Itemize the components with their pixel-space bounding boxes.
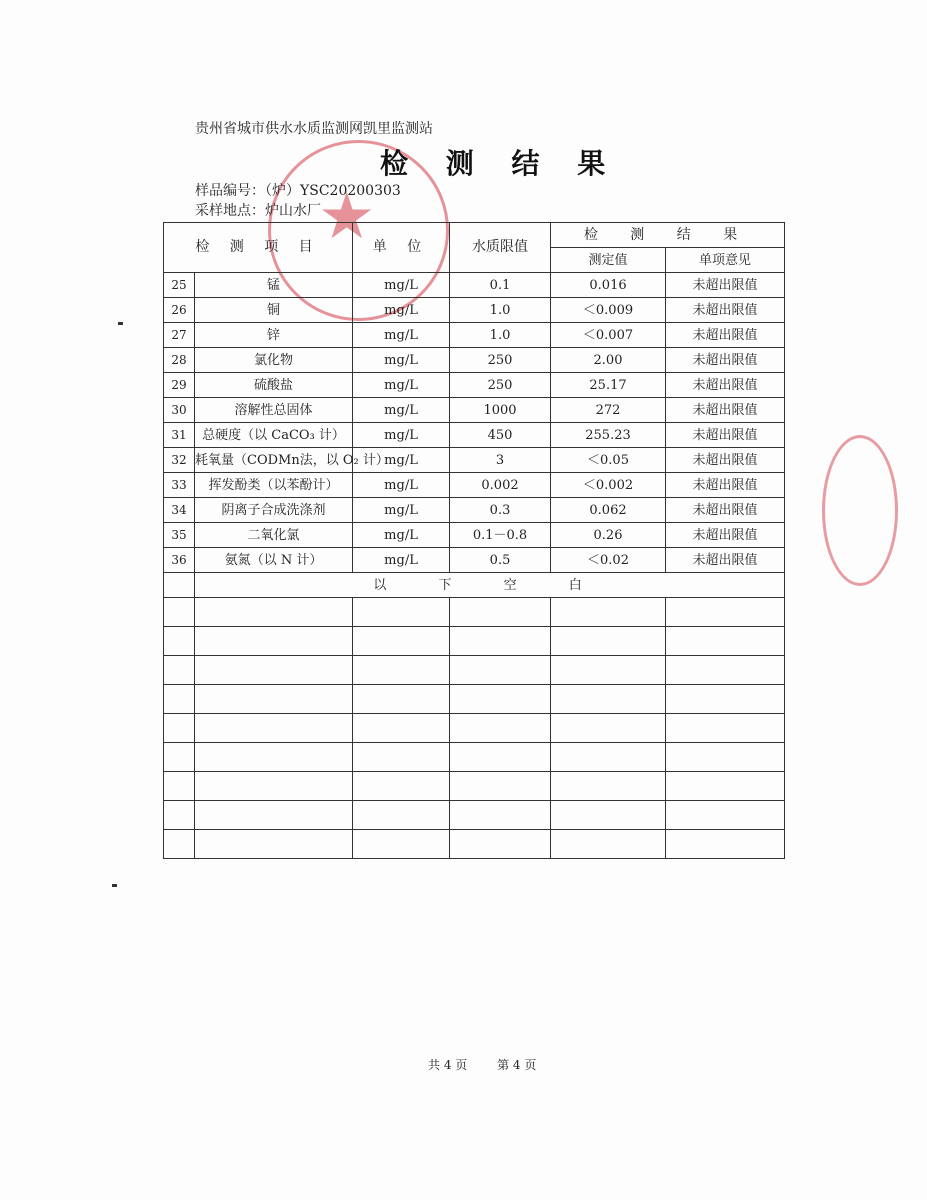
organization-name: 贵州省城市供水水质监测网凯里监测站 — [195, 121, 433, 137]
row-item: 耗氧量（CODMn法，以 O₂ 计） — [195, 448, 353, 473]
empty-cell — [353, 743, 450, 772]
empty-cell — [353, 801, 450, 830]
table-row — [164, 348, 785, 373]
row-number: 34 — [164, 498, 195, 523]
row-item: 总硬度（以 CaCO₃ 计） — [195, 423, 353, 448]
row-number: 28 — [164, 348, 195, 373]
row-number: 26 — [164, 298, 195, 323]
empty-cell — [551, 714, 666, 743]
empty-cell — [450, 772, 551, 801]
empty-cell — [353, 685, 450, 714]
empty-cell — [164, 714, 195, 743]
row-number: 31 — [164, 423, 195, 448]
row-unit: mg/L — [353, 298, 450, 323]
row-limit: 3 — [450, 448, 551, 473]
empty-cell — [551, 801, 666, 830]
row-number: 32 — [164, 448, 195, 473]
empty-cell — [164, 685, 195, 714]
row-number: 30 — [164, 398, 195, 423]
empty-cell — [353, 627, 450, 656]
row-value: 255.23 — [551, 423, 666, 448]
row-number: 33 — [164, 473, 195, 498]
empty-cell — [164, 801, 195, 830]
row-limit: 0.5 — [450, 548, 551, 573]
row-number: 35 — [164, 523, 195, 548]
row-opinion: 未超出限值 — [666, 323, 785, 348]
row-unit: mg/L — [353, 523, 450, 548]
row-value: 2.00 — [551, 348, 666, 373]
empty-cell — [551, 830, 666, 859]
row-opinion: 未超出限值 — [666, 398, 785, 423]
row-opinion: 未超出限值 — [666, 298, 785, 323]
empty-cell — [666, 656, 785, 685]
header-result: 检 测 结 果 — [551, 223, 785, 248]
empty-row — [164, 772, 785, 801]
row-limit: 0.002 — [450, 473, 551, 498]
row-limit: 250 — [450, 348, 551, 373]
empty-row — [164, 627, 785, 656]
empty-cell — [551, 656, 666, 685]
empty-cell — [164, 743, 195, 772]
header-item: 检 测 项 目 — [164, 223, 353, 273]
scan-mark — [118, 322, 123, 325]
blank-note-row — [164, 573, 785, 598]
row-item: 氨氮（以 N 计） — [195, 548, 353, 573]
row-item: 硫酸盐 — [195, 373, 353, 398]
blank-note: 以 下 空 白 — [195, 573, 785, 598]
empty-cell — [353, 772, 450, 801]
row-opinion: 未超出限值 — [666, 498, 785, 523]
empty-cell — [195, 714, 353, 743]
page-title: 检 测 结 果 — [380, 147, 620, 180]
empty-cell — [353, 598, 450, 627]
table-row — [164, 523, 785, 548]
empty-cell — [666, 801, 785, 830]
empty-cell — [450, 830, 551, 859]
row-unit: mg/L — [353, 498, 450, 523]
empty-cell — [666, 714, 785, 743]
empty-row — [164, 598, 785, 627]
empty-row — [164, 801, 785, 830]
row-number: 36 — [164, 548, 195, 573]
empty-cell — [450, 801, 551, 830]
empty-cell — [164, 772, 195, 801]
row-limit: 1000 — [450, 398, 551, 423]
row-value: 272 — [551, 398, 666, 423]
empty-cell — [195, 743, 353, 772]
row-item: 锰 — [195, 273, 353, 298]
row-opinion: 未超出限值 — [666, 423, 785, 448]
row-unit: mg/L — [353, 423, 450, 448]
empty-cell — [450, 714, 551, 743]
total-pages: 共 4 页 — [428, 1058, 468, 1072]
empty-cell — [195, 830, 353, 859]
empty-cell — [353, 830, 450, 859]
scan-mark — [112, 884, 117, 887]
current-page: 第 4 页 — [497, 1058, 537, 1072]
row-limit: 0.1－0.8 — [450, 523, 551, 548]
edge-seal — [822, 435, 898, 586]
table-row — [164, 273, 785, 298]
table-row — [164, 498, 785, 523]
empty-cell — [551, 743, 666, 772]
row-opinion: 未超出限值 — [666, 448, 785, 473]
sample-number: 样品编号：（炉）YSC20200303 — [195, 183, 401, 199]
empty-cell — [450, 627, 551, 656]
empty-cell — [353, 714, 450, 743]
row-opinion: 未超出限值 — [666, 273, 785, 298]
row-limit: 450 — [450, 423, 551, 448]
empty-cell — [195, 685, 353, 714]
row-number: 29 — [164, 373, 195, 398]
row-value: ＜0.05 — [551, 448, 666, 473]
table-row — [164, 423, 785, 448]
empty-cell — [164, 573, 195, 598]
table-row — [164, 473, 785, 498]
row-limit: 1.0 — [450, 323, 551, 348]
row-unit: mg/L — [353, 323, 450, 348]
row-number: 25 — [164, 273, 195, 298]
table-row — [164, 373, 785, 398]
empty-cell — [164, 598, 195, 627]
row-item: 锌 — [195, 323, 353, 348]
table-row — [164, 323, 785, 348]
page-footer — [428, 1056, 562, 1073]
table-row — [164, 448, 785, 473]
empty-cell — [164, 656, 195, 685]
empty-cell — [450, 656, 551, 685]
empty-cell — [551, 772, 666, 801]
row-item: 挥发酚类（以苯酚计） — [195, 473, 353, 498]
row-limit: 0.3 — [450, 498, 551, 523]
row-item: 二氧化氯 — [195, 523, 353, 548]
row-opinion: 未超出限值 — [666, 473, 785, 498]
row-opinion: 未超出限值 — [666, 373, 785, 398]
empty-cell — [551, 685, 666, 714]
empty-row — [164, 830, 785, 859]
empty-cell — [666, 685, 785, 714]
empty-cell — [195, 656, 353, 685]
row-item: 阴离子合成洗涤剂 — [195, 498, 353, 523]
sample-site: 采样地点：炉山水厂 — [195, 203, 321, 219]
row-value: ＜0.009 — [551, 298, 666, 323]
empty-cell — [450, 685, 551, 714]
results-body — [164, 273, 785, 859]
row-unit: mg/L — [353, 398, 450, 423]
row-limit: 0.1 — [450, 273, 551, 298]
row-unit: mg/L — [353, 373, 450, 398]
results-table — [163, 222, 785, 859]
row-value: 0.062 — [551, 498, 666, 523]
empty-cell — [195, 627, 353, 656]
empty-row — [164, 714, 785, 743]
row-value: 0.26 — [551, 523, 666, 548]
row-opinion: 未超出限值 — [666, 523, 785, 548]
empty-row — [164, 685, 785, 714]
seal-star-icon: ★ — [318, 180, 376, 254]
empty-cell — [666, 627, 785, 656]
empty-cell — [666, 772, 785, 801]
empty-cell — [353, 656, 450, 685]
row-value: ＜0.02 — [551, 548, 666, 573]
row-item: 铜 — [195, 298, 353, 323]
row-value: 25.17 — [551, 373, 666, 398]
empty-cell — [164, 627, 195, 656]
table-row — [164, 398, 785, 423]
row-unit: mg/L — [353, 448, 450, 473]
empty-cell — [195, 801, 353, 830]
row-value: 0.016 — [551, 273, 666, 298]
row-unit: mg/L — [353, 348, 450, 373]
row-value: ＜0.002 — [551, 473, 666, 498]
table-row — [164, 298, 785, 323]
row-unit: mg/L — [353, 473, 450, 498]
row-value: ＜0.007 — [551, 323, 666, 348]
row-limit: 250 — [450, 373, 551, 398]
row-opinion: 未超出限值 — [666, 348, 785, 373]
row-unit: mg/L — [353, 273, 450, 298]
empty-row — [164, 656, 785, 685]
header-unit: 单 位 — [353, 223, 450, 273]
empty-cell — [450, 743, 551, 772]
empty-cell — [195, 598, 353, 627]
header-opinion: 单项意见 — [666, 248, 785, 273]
row-item: 溶解性总固体 — [195, 398, 353, 423]
empty-cell — [666, 743, 785, 772]
header-measured: 测定值 — [551, 248, 666, 273]
empty-cell — [450, 598, 551, 627]
row-item: 氯化物 — [195, 348, 353, 373]
table-row — [164, 548, 785, 573]
empty-cell — [666, 598, 785, 627]
empty-cell — [551, 627, 666, 656]
row-number: 27 — [164, 323, 195, 348]
row-opinion: 未超出限值 — [666, 548, 785, 573]
empty-cell — [195, 772, 353, 801]
header-limit: 水质限值 — [450, 223, 551, 273]
empty-cell — [164, 830, 195, 859]
row-limit: 1.0 — [450, 298, 551, 323]
empty-row — [164, 743, 785, 772]
empty-cell — [666, 830, 785, 859]
empty-cell — [551, 598, 666, 627]
row-unit: mg/L — [353, 548, 450, 573]
